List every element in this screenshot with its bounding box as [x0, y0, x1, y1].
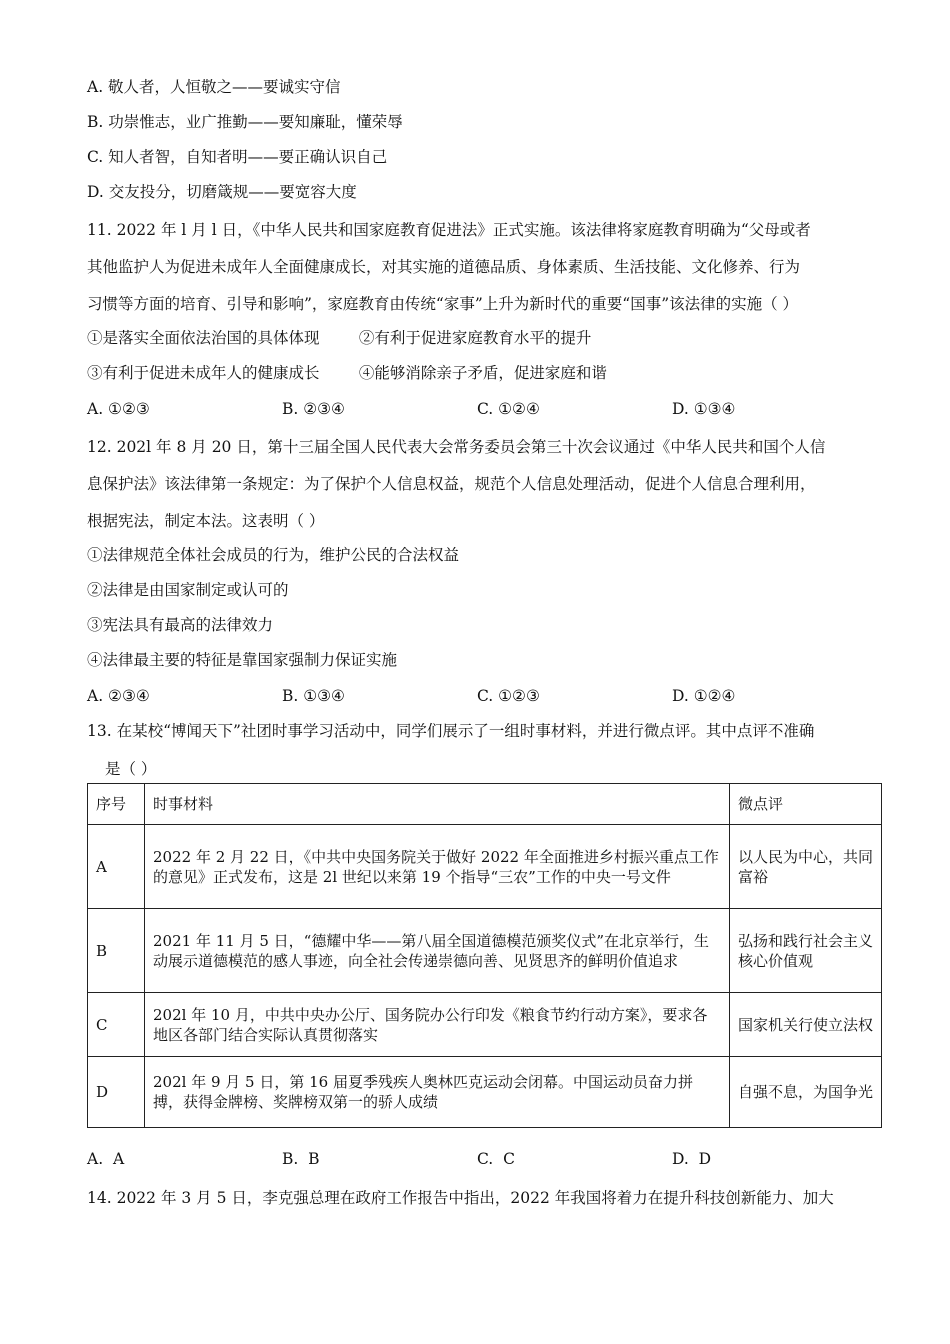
- header-cell: 时事材料: [145, 784, 730, 825]
- row-id: A: [88, 825, 145, 909]
- header-cell: 微点评: [730, 784, 882, 825]
- q10-option-c: C. 知人者智，自知者明——要正确认识自己: [87, 148, 388, 166]
- q12-stem: [87, 429, 877, 540]
- row-comment: 以人民为中心，共同富裕: [730, 825, 882, 909]
- q11-option-a[interactable]: A. ①②③: [87, 400, 150, 418]
- q11-stem-line: 其他监护人为促进未成年人全面健康成长，对其实施的道德品质、身体素质、生活技能、文化修养、行为: [87, 258, 801, 276]
- table-row: [88, 993, 882, 1057]
- q12-option-d[interactable]: D. ①②④: [672, 687, 736, 705]
- row-comment: 弘扬和践行社会主义核心价值观: [730, 909, 882, 993]
- q12-stem-line: 12. 202l 年 8 月 20 日，第十三届全国人民代表大会常务委员会第三十次会议通过《中华人民共和国个人信: [87, 438, 826, 456]
- q10-option-b: B. 功崇惟志，业广推勤——要知廉耻，懂荣辱: [87, 113, 403, 131]
- q13-option-b[interactable]: B. B: [282, 1150, 320, 1168]
- header-cell: 序号: [88, 784, 145, 825]
- q12-option-b[interactable]: B. ①③④: [282, 687, 345, 705]
- q10-option-a: A. 敬人者，人恒敬之——要诚实守信: [87, 78, 341, 96]
- row-material: 202l 年 10 月，中共中央办公厅、国务院办公行印发《粮食节约行动方案》，要求各地区各部门结合实际认真贯彻落实: [145, 993, 730, 1057]
- q14-stem-line: 14. 2022 年 3 月 5 日，李克强总理在政府工作报告中指出，2022 年我国将着力在提升科技创新能力、加大: [87, 1189, 834, 1207]
- q12-option-a[interactable]: A. ②③④: [87, 687, 150, 705]
- table-row: [88, 825, 882, 909]
- row-comment: 自强不息，为国争光: [730, 1057, 882, 1128]
- q10-option-d: D. 交友投分，切磨箴规——要宽容大度: [87, 183, 357, 201]
- q12-option-c[interactable]: C. ①②③: [477, 687, 540, 705]
- q11-stem: [87, 212, 877, 323]
- q12-statement: ①法律规范全体社会成员的行为，维护公民的合法权益: [87, 546, 460, 564]
- q12-statement: ②法律是由国家制定或认可的: [87, 581, 289, 599]
- q11-option-b[interactable]: B. ②③④: [282, 400, 345, 418]
- q11-stem-line: 11. 2022 年 l 月 l 日，《中华人民共和国家庭教育促进法》正式实施。该法律将家庭教育明确为“父母或者: [87, 221, 811, 239]
- row-material: 202l 年 9 月 5 日，第 16 届夏季残疾人奥林匹克运动会闭幕。中国运动员奋力拼搏，获得金牌榜、奖牌榜双第一的骄人成绩: [145, 1057, 730, 1128]
- q11-stem-line: 习惯等方面的培育、引导和影响”，家庭教育由传统“家事”上升为新时代的重要“国事”该法律的实施（ ）: [87, 295, 799, 313]
- row-material: 2021 年 11 月 5 日，“德耀中华——第八届全国道德模范颁奖仪式”在北京举行，生动展示道德模范的感人事迹，向全社会传递崇德向善、见贤思齐的鲜明价值追求: [145, 909, 730, 993]
- row-id: D: [88, 1057, 145, 1128]
- q11-options: [87, 393, 877, 429]
- q13-options: [87, 1150, 887, 1168]
- q13-table: [87, 783, 882, 1128]
- q12-statement: ③宪法具有最高的法律效力: [87, 616, 274, 634]
- q11-statement: ③有利于促进未成年人的健康成长 ④能够消除亲子矛盾，促进家庭和谐: [87, 364, 607, 382]
- question-block: [87, 72, 877, 789]
- q11-option-c[interactable]: C. ①②④: [477, 400, 540, 418]
- q12-stem-line: 根据宪法，制定本法。这表明（ ）: [87, 512, 325, 530]
- row-id: C: [88, 993, 145, 1057]
- row-comment: 国家机关行使立法权: [730, 993, 882, 1057]
- table-header-row: [88, 784, 882, 825]
- q11-option-d[interactable]: D. ①③④: [672, 400, 736, 418]
- q13-stem-line: 是（ ）: [105, 760, 157, 778]
- table-row: [88, 909, 882, 993]
- table-row: [88, 1057, 882, 1128]
- row-material: 2022 年 2 月 22 日，《中共中央国务院关于做好 2022 年全面推进乡村振兴重点工作的意见》正式发布，这是 2l 世纪以来第 19 个指导“三农”工作的中央一号文件: [145, 825, 730, 909]
- q13-option-d[interactable]: D. D: [672, 1150, 712, 1168]
- q12-options: [87, 680, 877, 716]
- row-id: B: [88, 909, 145, 993]
- q11-statement: ①是落实全面依法治国的具体体现 ②有利于促进家庭教育水平的提升: [87, 329, 592, 347]
- q13-stem-line: 13. 在某校“博闻天下”社团时事学习活动中，同学们展示了一组时事材料，并进行微点评。其中点评不准确: [87, 722, 815, 740]
- q12-stem-line: 息保护法》该法律第一条规定：为了保护个人信息权益，规范个人信息处理活动，促进个人信息合理利用，: [87, 475, 816, 493]
- q13-option-a[interactable]: A. A: [87, 1150, 125, 1168]
- q12-statement: ④法律最主要的特征是靠国家强制力保证实施: [87, 651, 398, 669]
- q13-option-c[interactable]: C. C: [477, 1150, 515, 1168]
